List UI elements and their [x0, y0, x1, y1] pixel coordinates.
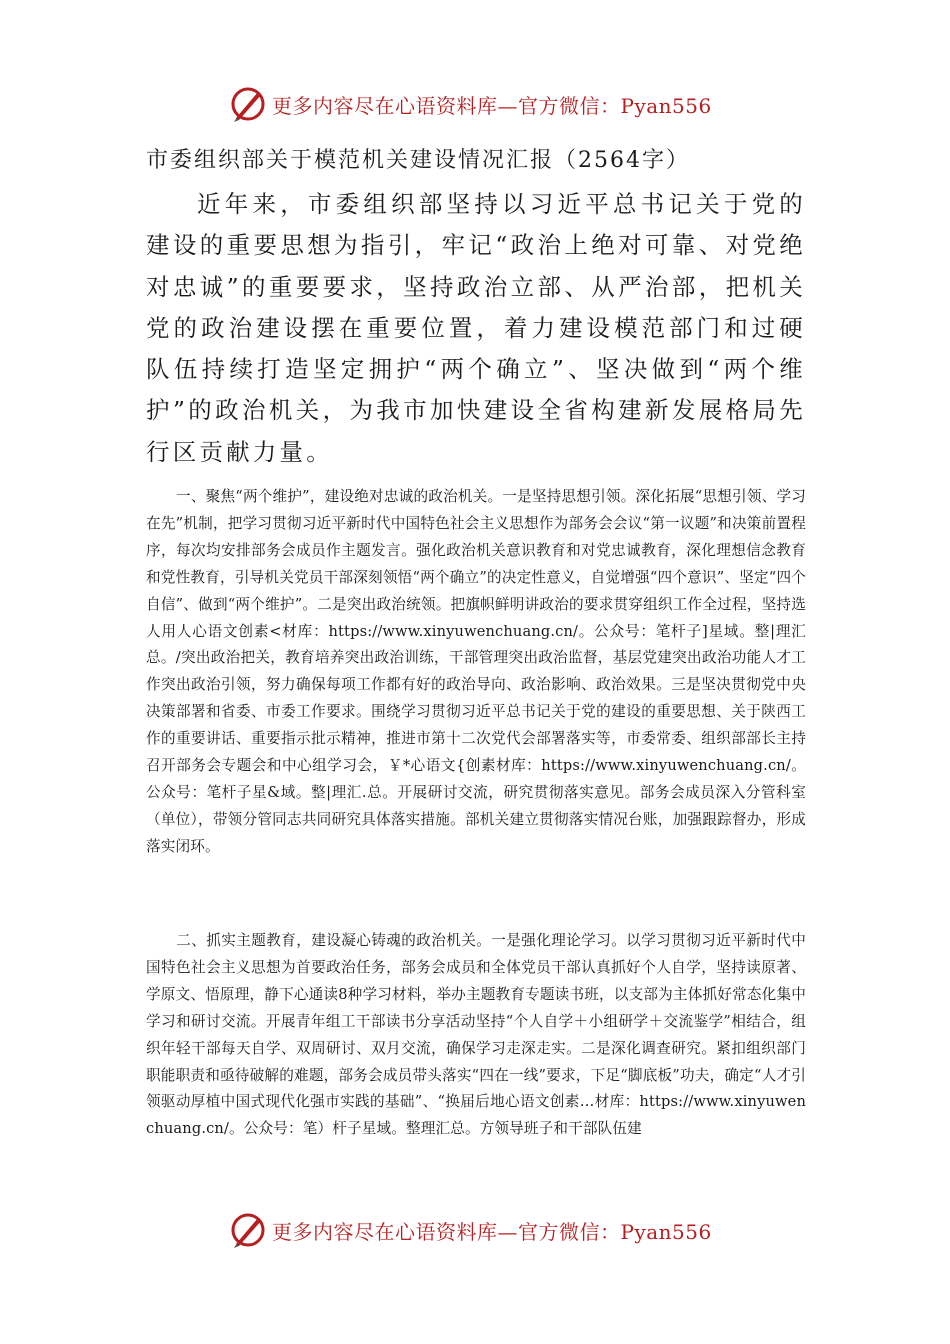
- body-paragraph-2: [146, 928, 806, 1143]
- intro-paragraph: [146, 184, 806, 473]
- pen-logo-icon: [228, 84, 268, 124]
- banner-text: 更多内容尽在心语资料库—官方微信：Pyan556: [272, 93, 712, 118]
- footer-banner: [228, 1208, 728, 1252]
- document-title: 市委组织部关于模范机关建设情况汇报（2564字）: [146, 148, 690, 173]
- body-paragraph-1: [146, 484, 806, 861]
- paragraph-text: 一、聚焦“两个维护”，建设绝对忠诚的政治机关。一是坚持思想引领。深化拓展“思想引领、学习在先”机制，把学习贯彻习近平新时代中国特色社会主义思想作为部务会会议“第一议题”和决策前置程序，每次均安排部务会成员作主题发言。强化政治机关意识教育和对党忠诚教育，深化理想信念教育和党性教育，引导机关党员干部深刻领悟“两个确立”的决定性意义，自觉增强“四个意识”、坚定“四个自信”、做到“两个维护”。二是突出政治统领。把旗帜鲜明讲政治的要求贯穿组织工作全过程，坚持选人用人心语文创素<材库：https://www.xinyuwenchuang.cn/。公众号：笔杆子]星域。整|理汇总。/突出政治把关，教育培养突出政治训练，干部管理突出政治监督，基层党建突出政治功能人才工作突出政治引领，努力确保每项工作都有好的政治导向、政治影响、政治效果。三是坚决贯彻党中央决策部署和省委、市委工作要求。围绕学习贯彻习近平总书记关于党的建设的重要思想、关于陕西工作的重要讲话、重要指示批示精神，推进市第十二次党代会部署落实等，市委常委、组织部部长主持召开部务会专题会和中心组学习会，￥*心语文{创素材库：https://www.xinyuwenchuang.cn/。公众号：笔杆子星&域。整|理汇.总。开展研讨交流，研究贯彻落实意见。部务会成员深入分管科室（单位），带领分管同志共同研究具体落实措施。部机关建立贯彻落实情况台账，加强跟踪督办，形成落实闭环。: [146, 488, 806, 855]
- pen-logo-icon: [228, 1210, 268, 1250]
- intro-text: 近年来，市委组织部坚持以习近平总书记关于党的建设的重要思想为指引，牢记“政治上绝对可靠、对党绝对忠诚”的重要要求，坚持政治立部、从严治部，把机关党的政治建设摆在重要位置，着力建设模范部门和过硬队伍持续打造坚定拥护“两个确立”、坚决做到“两个维护”的政治机关，为我市加快建设全省构建新发展格局先行区贡献力量。: [146, 190, 806, 466]
- paragraph-text: 二、抓实主题教育，建设凝心铸魂的政治机关。一是强化理论学习。以学习贯彻习近平新时代中国特色社会主义思想为首要政治任务，部务会成员和全体党员干部认真抓好个人自学，坚持读原著、学原文、悟原理，静下心通读8种学习材料，举办主题教育专题读书班，以支部为主体抓好常态化集中学习和研讨交流。开展青年组工干部读书分享活动坚持“个人自学＋小组研学＋交流鉴学”相结合，组织年轻干部每天自学、双周研讨、双月交流，确保学习走深走实。二是深化调查研究。紧扣组织部门职能职责和亟待破解的难题，部务会成员带头落实“四在一线”要求，下足“脚底板”功夫，确定“人才引领驱动厚植中国式现代化强市实践的基础”、“换届后地心语文创素…材库：https://www.xinyuwenchuang.cn/。公众号：笔）杆子星域。整理汇总。方领导班子和干部队伍建: [146, 932, 806, 1138]
- header-banner: [228, 82, 728, 126]
- banner-text: 更多内容尽在心语资料库—官方微信：Pyan556: [272, 1219, 712, 1244]
